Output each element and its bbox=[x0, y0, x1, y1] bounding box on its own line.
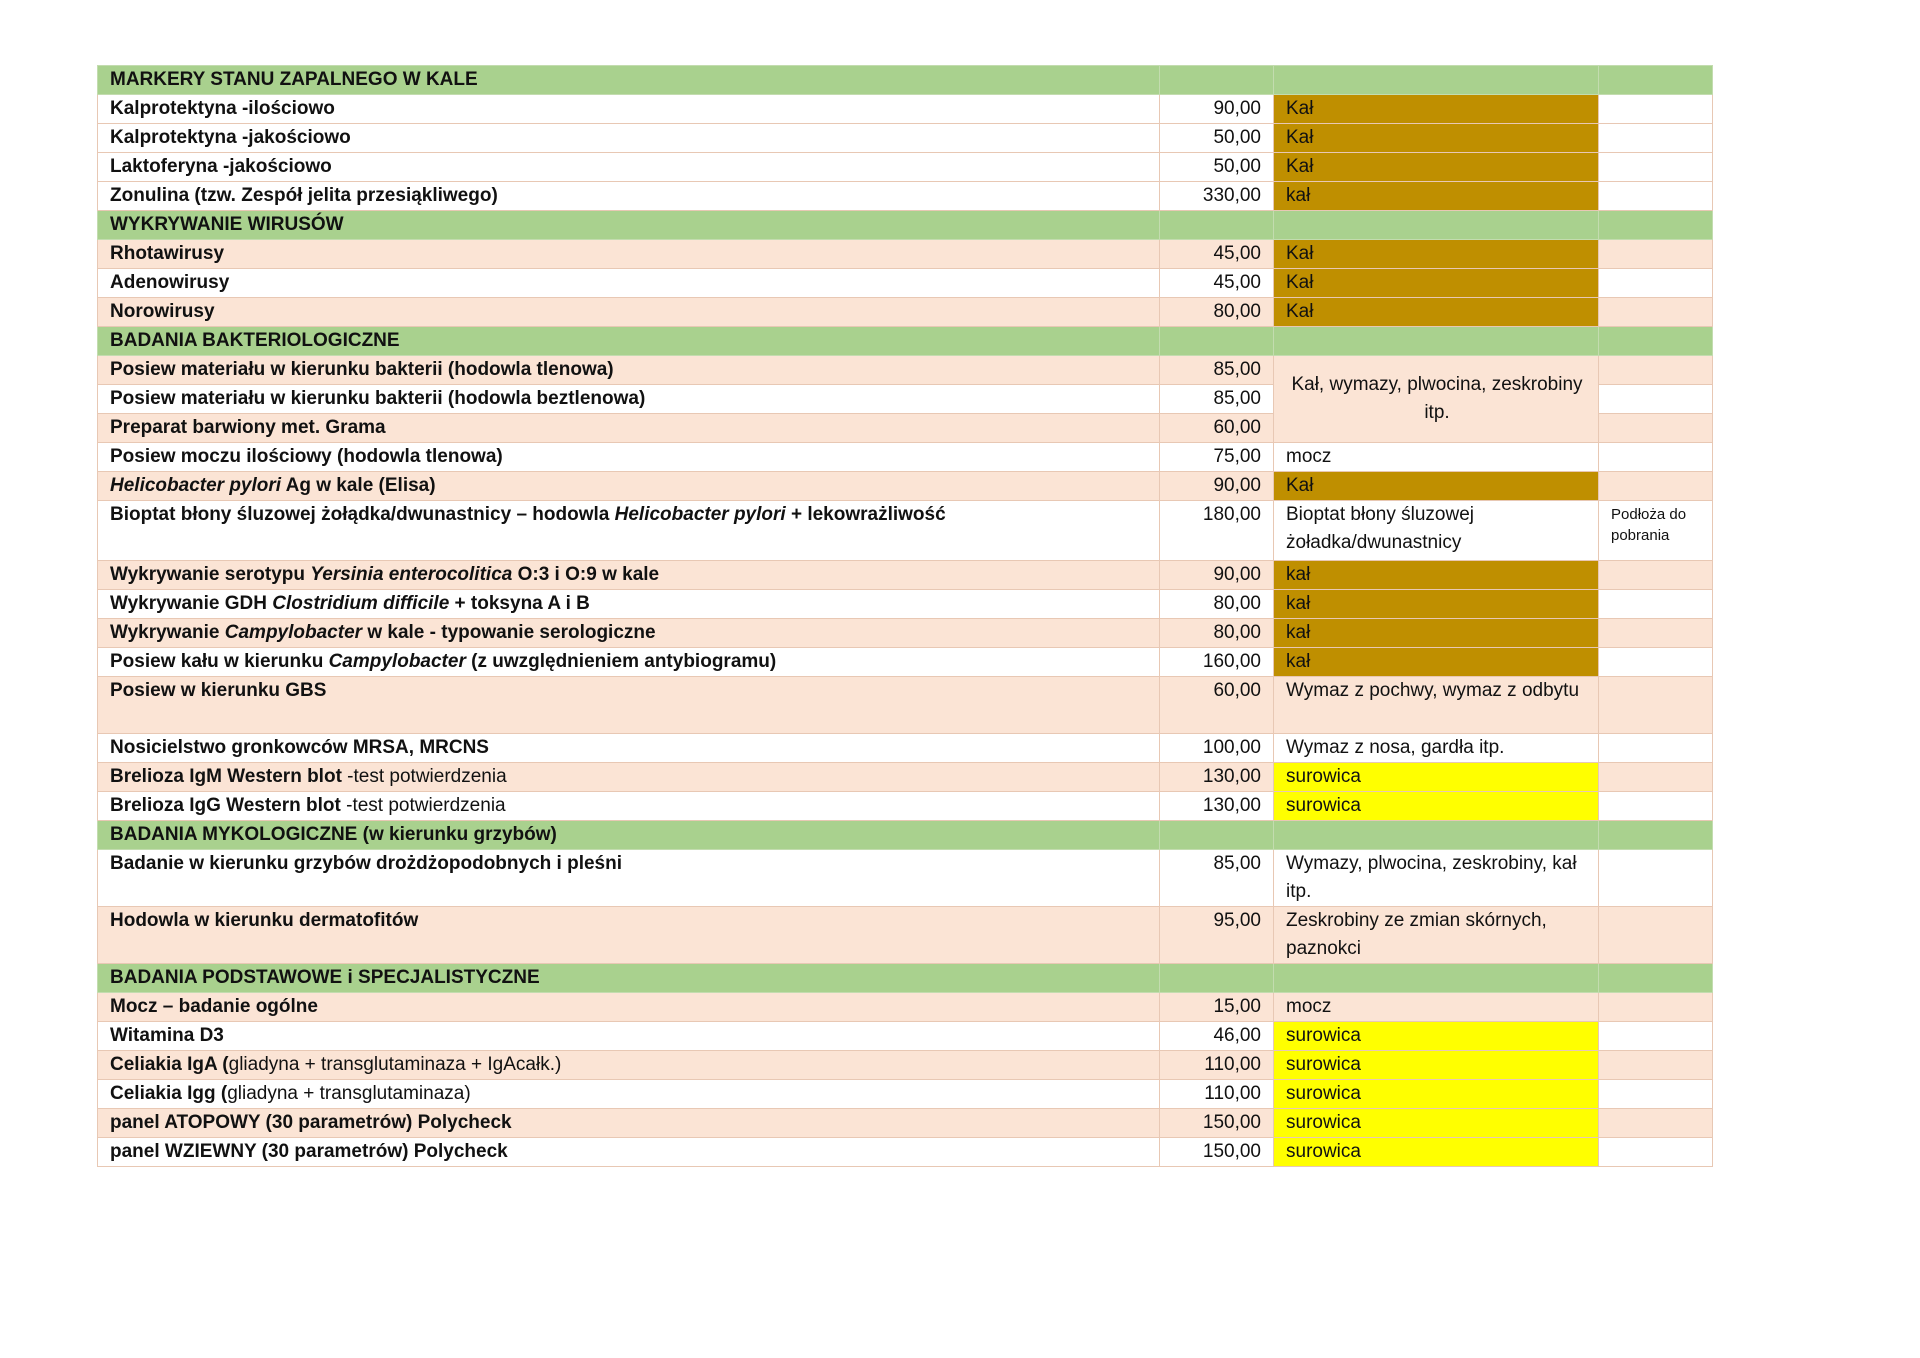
test-material: surowica bbox=[1274, 763, 1599, 792]
test-material: Wymazy, plwocina, zeskrobiny, kał itp. bbox=[1274, 850, 1599, 907]
test-name: Posiew materiału w kierunku bakterii (hodowla beztlenowa) bbox=[98, 385, 1160, 414]
test-name: Kalprotektyna -ilościowo bbox=[98, 95, 1160, 124]
test-name: Posiew materiału w kierunku bakterii (hodowla tlenowa) bbox=[98, 356, 1160, 385]
test-name: Hodowla w kierunku dermatofitów bbox=[98, 907, 1160, 964]
test-name-italic: Helicobacter pylori bbox=[110, 475, 282, 496]
test-material: surowica bbox=[1274, 792, 1599, 821]
test-name: Mocz – badanie ogólne bbox=[98, 993, 1160, 1022]
test-price: 90,00 bbox=[1160, 95, 1274, 124]
test-material: mocz bbox=[1274, 443, 1599, 472]
test-name-italic: Yersinia enterocolitica bbox=[310, 564, 513, 585]
test-price: 150,00 bbox=[1160, 1138, 1274, 1167]
test-name-part: + lekowrażliwość bbox=[785, 504, 946, 525]
test-name: Rhotawirusy bbox=[98, 240, 1160, 269]
test-name-part: (z uwzględnieniem antybiogramu) bbox=[465, 651, 777, 672]
test-price: 45,00 bbox=[1160, 269, 1274, 298]
test-name: panel WZIEWNY (30 parametrów) Polycheck bbox=[98, 1138, 1160, 1167]
test-price: 85,00 bbox=[1160, 850, 1274, 907]
test-price: 110,00 bbox=[1160, 1080, 1274, 1109]
test-material: Wymaz z pochwy, wymaz z odbytu bbox=[1274, 677, 1599, 734]
test-name bbox=[98, 590, 1160, 619]
test-name-italic: Campylobacter bbox=[224, 622, 363, 643]
test-name: Kalprotektyna -jakościowo bbox=[98, 124, 1160, 153]
section-header-row bbox=[98, 964, 1713, 993]
test-price: 60,00 bbox=[1160, 414, 1274, 443]
test-material: surowica bbox=[1274, 1109, 1599, 1138]
test-name-part: Wykrywanie bbox=[110, 622, 225, 643]
test-name-normal: -test potwierdzenia bbox=[340, 795, 506, 816]
test-material: Bioptat błony śluzowej żoładka/dwunastnicy bbox=[1274, 501, 1599, 561]
table-row bbox=[98, 763, 1713, 792]
table-row bbox=[98, 356, 1713, 385]
table-row bbox=[98, 501, 1713, 561]
section-title: BADANIA PODSTAWOWE i SPECJALISTYCZNE bbox=[98, 964, 1160, 993]
test-name: Zonulina (tzw. Zespół jelita przesiąkliwego) bbox=[98, 182, 1160, 211]
test-name: Witamina D3 bbox=[98, 1022, 1160, 1051]
table-row bbox=[98, 269, 1713, 298]
test-name-bold: Brelioza IgM Western blot bbox=[110, 766, 342, 787]
test-material: Kał bbox=[1274, 240, 1599, 269]
test-name: Norowirusy bbox=[98, 298, 1160, 327]
test-material: Kał, wymazy, plwocina, zeskrobiny itp. bbox=[1274, 356, 1599, 443]
test-name-italic: Helicobacter pylori bbox=[614, 504, 786, 525]
test-material: surowica bbox=[1274, 1051, 1599, 1080]
test-name bbox=[98, 648, 1160, 677]
test-material: kał bbox=[1274, 648, 1599, 677]
test-name bbox=[98, 619, 1160, 648]
table-row bbox=[98, 1080, 1713, 1109]
test-name-rest: Ag w kale (Elisa) bbox=[281, 475, 436, 496]
test-name-bold: Celiakia IgA ( bbox=[110, 1054, 229, 1075]
test-material: Kał bbox=[1274, 124, 1599, 153]
test-material: Kał bbox=[1274, 298, 1599, 327]
table-row bbox=[98, 993, 1713, 1022]
test-price: 46,00 bbox=[1160, 1022, 1274, 1051]
table-row bbox=[98, 240, 1713, 269]
table-row bbox=[98, 1051, 1713, 1080]
test-material: Wymaz z nosa, gardła itp. bbox=[1274, 734, 1599, 763]
table-row bbox=[98, 648, 1713, 677]
section-header-row bbox=[98, 66, 1713, 95]
section-title: BADANIA BAKTERIOLOGICZNE bbox=[98, 327, 1160, 356]
test-material: Kał bbox=[1274, 153, 1599, 182]
test-price: 80,00 bbox=[1160, 619, 1274, 648]
test-name: Adenowirusy bbox=[98, 269, 1160, 298]
table-row bbox=[98, 153, 1713, 182]
test-name-part: w kale - typowanie serologiczne bbox=[362, 622, 656, 643]
test-material: surowica bbox=[1274, 1022, 1599, 1051]
test-name bbox=[98, 763, 1160, 792]
table-row bbox=[98, 298, 1713, 327]
test-name-italic: Campylobacter bbox=[328, 651, 466, 672]
test-price: 130,00 bbox=[1160, 763, 1274, 792]
test-material: Kał bbox=[1274, 269, 1599, 298]
test-name-normal: -test potwierdzenia bbox=[341, 766, 507, 787]
table-row bbox=[98, 443, 1713, 472]
test-price: 330,00 bbox=[1160, 182, 1274, 211]
section-header-row bbox=[98, 211, 1713, 240]
table-row bbox=[98, 792, 1713, 821]
test-price: 180,00 bbox=[1160, 501, 1274, 561]
test-note: Podłoża do pobrania bbox=[1599, 501, 1713, 561]
table-row bbox=[98, 95, 1713, 124]
test-material: kał bbox=[1274, 561, 1599, 590]
table-row bbox=[98, 907, 1713, 964]
test-name: panel ATOPOWY (30 parametrów) Polycheck bbox=[98, 1109, 1160, 1138]
test-price: 90,00 bbox=[1160, 472, 1274, 501]
test-price: 100,00 bbox=[1160, 734, 1274, 763]
table-row bbox=[98, 1109, 1713, 1138]
section-header-row bbox=[98, 821, 1713, 850]
test-name: Preparat barwiony met. Grama bbox=[98, 414, 1160, 443]
test-name-part: Wykrywanie GDH bbox=[110, 593, 273, 614]
test-name: Nosicielstwo gronkowców MRSA, MRCNS bbox=[98, 734, 1160, 763]
test-name: Posiew w kierunku GBS bbox=[98, 677, 1160, 734]
section-title: BADANIA MYKOLOGICZNE (w kierunku grzybów) bbox=[98, 821, 1160, 850]
test-price: 85,00 bbox=[1160, 356, 1274, 385]
test-price: 50,00 bbox=[1160, 153, 1274, 182]
table-row bbox=[98, 1022, 1713, 1051]
test-material: surowica bbox=[1274, 1080, 1599, 1109]
test-material: Kał bbox=[1274, 472, 1599, 501]
table-row bbox=[98, 124, 1713, 153]
test-material: kał bbox=[1274, 590, 1599, 619]
test-price: 110,00 bbox=[1160, 1051, 1274, 1080]
test-name-bold: Celiakia Igg ( bbox=[110, 1083, 228, 1104]
test-name: Badanie w kierunku grzybów drożdżopodobnych i pleśni bbox=[98, 850, 1160, 907]
test-price: 45,00 bbox=[1160, 240, 1274, 269]
test-price: 150,00 bbox=[1160, 1109, 1274, 1138]
section-title: WYKRYWANIE WIRUSÓW bbox=[98, 211, 1160, 240]
table-row bbox=[98, 561, 1713, 590]
test-price: 80,00 bbox=[1160, 590, 1274, 619]
test-name-part: Wykrywanie serotypu bbox=[110, 564, 311, 585]
section-title: MARKERY STANU ZAPALNEGO W KALE bbox=[98, 66, 1160, 95]
test-name bbox=[98, 1080, 1160, 1109]
test-material: Kał bbox=[1274, 95, 1599, 124]
test-material: surowica bbox=[1274, 1138, 1599, 1167]
section-header-row bbox=[98, 327, 1713, 356]
test-name-part: + toksyna A i B bbox=[449, 593, 590, 614]
test-name: Laktoferyna -jakościowo bbox=[98, 153, 1160, 182]
table-row bbox=[98, 850, 1713, 907]
test-name-part: O:3 i O:9 w kale bbox=[512, 564, 660, 585]
table-row bbox=[98, 1138, 1713, 1167]
test-name bbox=[98, 501, 1160, 561]
test-name-normal: gliadyna + transglutaminaza + IgAcałk.) bbox=[228, 1054, 562, 1075]
test-price: 90,00 bbox=[1160, 561, 1274, 590]
test-name-bold: Brelioza IgG Western blot bbox=[110, 795, 341, 816]
test-name: Posiew moczu ilościowy (hodowla tlenowa) bbox=[98, 443, 1160, 472]
test-material: kał bbox=[1274, 619, 1599, 648]
test-name bbox=[98, 561, 1160, 590]
table-row bbox=[98, 182, 1713, 211]
test-material: kał bbox=[1274, 182, 1599, 211]
test-name bbox=[98, 792, 1160, 821]
test-price: 50,00 bbox=[1160, 124, 1274, 153]
test-material: mocz bbox=[1274, 993, 1599, 1022]
test-name-part: Bioptat błony śluzowej żołądka/dwunastnicy – hodowla bbox=[110, 504, 615, 525]
test-price: 130,00 bbox=[1160, 792, 1274, 821]
test-price: 80,00 bbox=[1160, 298, 1274, 327]
test-name-italic: Clostridium difficile bbox=[272, 593, 450, 614]
test-price: 15,00 bbox=[1160, 993, 1274, 1022]
test-name-normal: gliadyna + transglutaminaza) bbox=[227, 1083, 471, 1104]
test-price: 95,00 bbox=[1160, 907, 1274, 964]
table-row bbox=[98, 734, 1713, 763]
table-row bbox=[98, 677, 1713, 734]
table-row bbox=[98, 472, 1713, 501]
table-row bbox=[98, 619, 1713, 648]
price-list-table bbox=[97, 65, 1713, 1167]
table-row bbox=[98, 590, 1713, 619]
test-name-part: Posiew kału w kierunku bbox=[110, 651, 329, 672]
test-name bbox=[98, 1051, 1160, 1080]
test-material: Zeskrobiny ze zmian skórnych, paznokci bbox=[1274, 907, 1599, 964]
test-price: 60,00 bbox=[1160, 677, 1274, 734]
test-price: 75,00 bbox=[1160, 443, 1274, 472]
test-name bbox=[98, 472, 1160, 501]
test-price: 160,00 bbox=[1160, 648, 1274, 677]
test-price: 85,00 bbox=[1160, 385, 1274, 414]
